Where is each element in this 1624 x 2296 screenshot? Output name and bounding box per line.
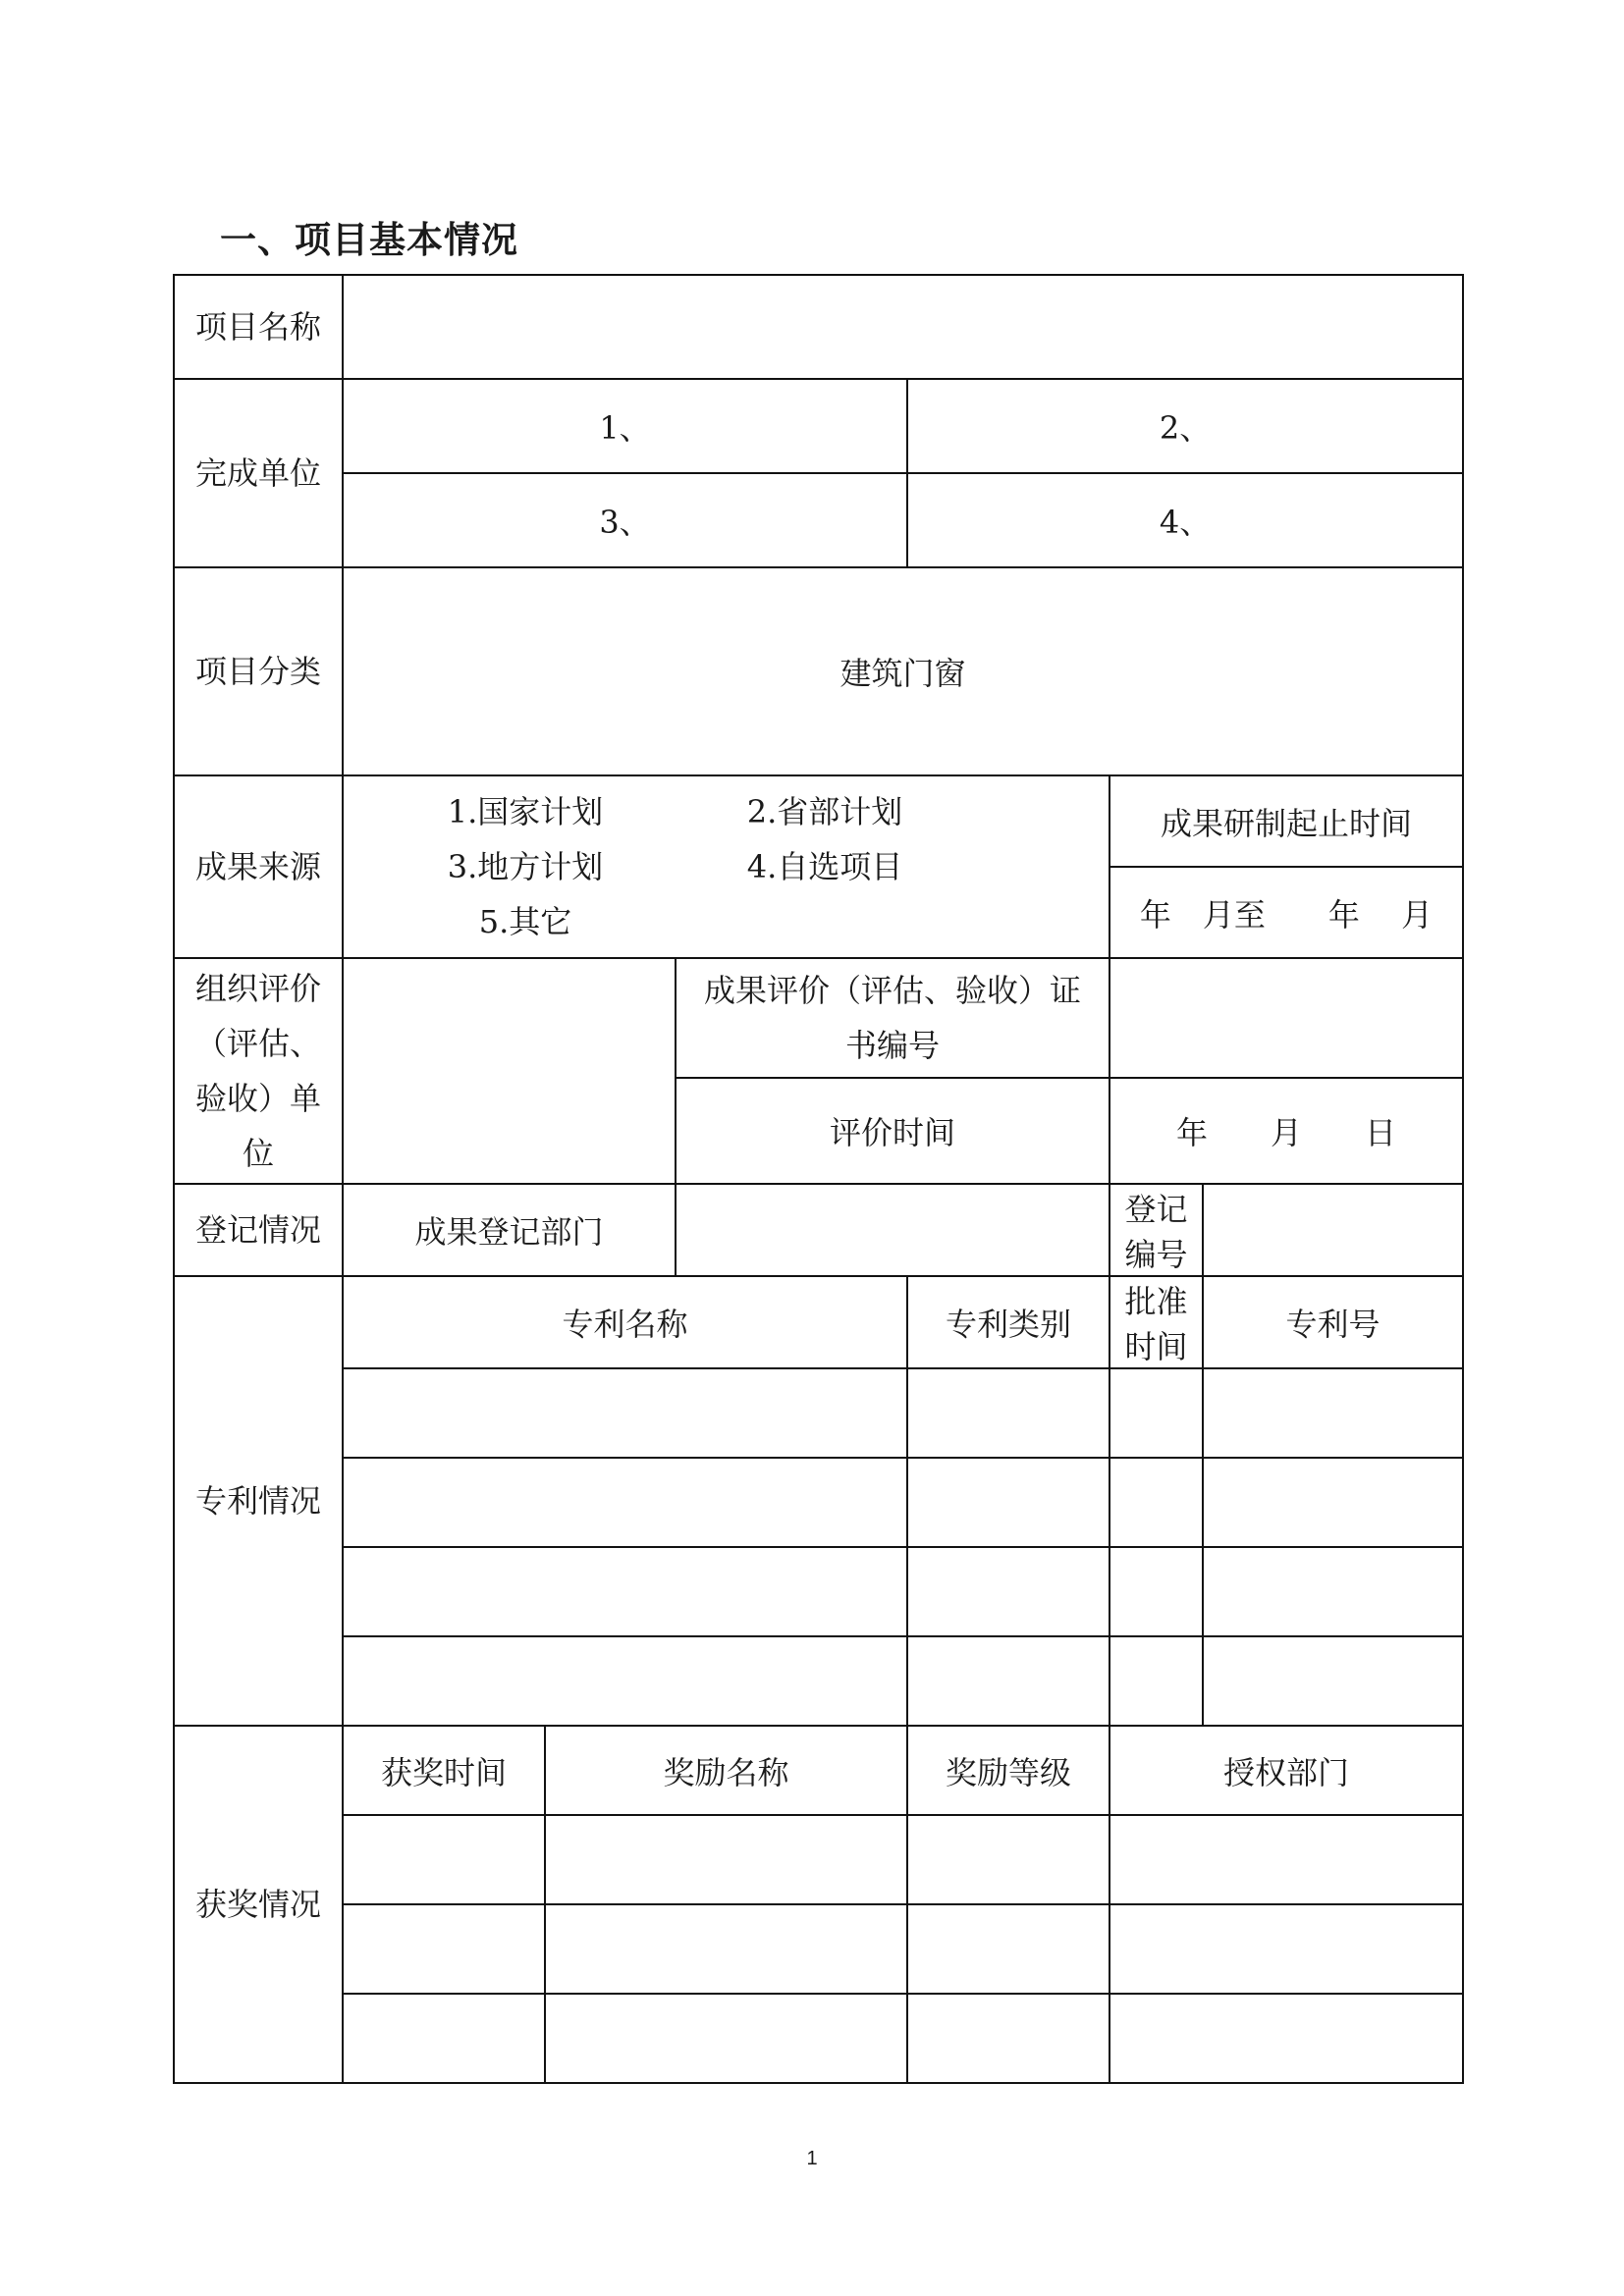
award-level-cell[interactable] xyxy=(907,1815,1110,1904)
award-level-cell[interactable] xyxy=(907,1904,1110,1994)
registration-number-label: 登记编号 xyxy=(1110,1184,1203,1276)
award-authority-cell[interactable] xyxy=(1110,1904,1463,1994)
source-option-provincial[interactable]: 2.省部计划 xyxy=(746,793,903,830)
patent-row xyxy=(174,1547,1463,1636)
patent-type-cell[interactable] xyxy=(907,1636,1110,1726)
award-row xyxy=(174,1815,1463,1904)
award-header-name: 奖励名称 xyxy=(545,1726,907,1815)
source-option-national[interactable]: 1.国家计划 xyxy=(447,793,604,830)
patent-time-cell[interactable] xyxy=(1110,1547,1203,1636)
patent-row xyxy=(174,1636,1463,1726)
evaluation-time-label: 评价时间 xyxy=(676,1078,1110,1184)
patent-number-cell[interactable] xyxy=(1203,1547,1463,1636)
award-authority-cell[interactable] xyxy=(1110,1994,1463,2083)
patent-name-cell[interactable] xyxy=(343,1458,907,1547)
source-option-local[interactable]: 3.地方计划 xyxy=(447,848,604,885)
patent-header-approval-time: 批准时间 xyxy=(1110,1276,1203,1368)
certificate-number-label: 成果评价（评估、验收）证书编号 xyxy=(676,958,1110,1078)
patent-type-cell[interactable] xyxy=(907,1368,1110,1458)
patent-type-cell[interactable] xyxy=(907,1458,1110,1547)
project-category-label: 项目分类 xyxy=(174,567,343,775)
patent-header-name: 专利名称 xyxy=(343,1276,907,1368)
award-time-cell[interactable] xyxy=(343,1815,545,1904)
patent-time-cell[interactable] xyxy=(1110,1636,1203,1726)
award-name-cell[interactable] xyxy=(545,1815,907,1904)
registration-dept-field[interactable] xyxy=(676,1184,1110,1276)
certificate-number-field[interactable] xyxy=(1110,958,1463,1078)
research-period-label: 成果研制起止时间 xyxy=(1110,775,1463,867)
patent-type-cell[interactable] xyxy=(907,1547,1110,1636)
evaluation-unit-field[interactable] xyxy=(343,958,676,1184)
completion-units-label: 完成单位 xyxy=(174,379,343,567)
registration-label: 登记情况 xyxy=(174,1184,343,1276)
award-header-time: 获奖时间 xyxy=(343,1726,545,1815)
completion-unit-2[interactable]: 2、 xyxy=(907,379,1463,473)
project-name-label: 项目名称 xyxy=(174,275,343,379)
registration-number-field[interactable] xyxy=(1203,1184,1463,1276)
project-name-field[interactable] xyxy=(343,275,1463,379)
completion-unit-4[interactable]: 4、 xyxy=(907,473,1463,567)
award-header-level: 奖励等级 xyxy=(907,1726,1110,1815)
patent-name-cell[interactable] xyxy=(343,1636,907,1726)
completion-unit-3[interactable]: 3、 xyxy=(343,473,907,567)
section-title: 一、项目基本情况 xyxy=(220,219,518,261)
page-number: 1 xyxy=(806,2148,818,2169)
patent-number-cell[interactable] xyxy=(1203,1368,1463,1458)
result-source-label: 成果来源 xyxy=(174,775,343,958)
patent-time-cell[interactable] xyxy=(1110,1368,1203,1458)
patent-name-cell[interactable] xyxy=(343,1368,907,1458)
award-time-cell[interactable] xyxy=(343,1904,545,1994)
patents-label: 专利情况 xyxy=(174,1276,343,1726)
award-header-authority: 授权部门 xyxy=(1110,1726,1463,1815)
patent-header-number: 专利号 xyxy=(1203,1276,1463,1368)
patent-row xyxy=(174,1368,1463,1458)
source-option-other[interactable]: 5.其它 xyxy=(478,903,572,940)
patent-header-type: 专利类别 xyxy=(907,1276,1110,1368)
patent-name-cell[interactable] xyxy=(343,1547,907,1636)
award-name-cell[interactable] xyxy=(545,1994,907,2083)
patent-row xyxy=(174,1458,1463,1547)
evaluation-unit-label: 组织评价（评估、验收）单位 xyxy=(174,958,343,1184)
evaluation-time-value[interactable]: 年 月 日 xyxy=(1110,1078,1463,1184)
completion-unit-1[interactable]: 1、 xyxy=(343,379,907,473)
award-name-cell[interactable] xyxy=(545,1904,907,1994)
research-period-value[interactable]: 年 月至 年 月 xyxy=(1110,867,1463,958)
award-time-cell[interactable] xyxy=(343,1994,545,2083)
awards-label: 获奖情况 xyxy=(174,1726,343,2083)
award-authority-cell[interactable] xyxy=(1110,1815,1463,1904)
award-row xyxy=(174,1904,1463,1994)
patent-number-cell[interactable] xyxy=(1203,1636,1463,1726)
result-source-options[interactable] xyxy=(343,775,1110,958)
registration-dept-label: 成果登记部门 xyxy=(343,1184,676,1276)
patent-time-cell[interactable] xyxy=(1110,1458,1203,1547)
award-level-cell[interactable] xyxy=(907,1994,1110,2083)
project-basic-info-table xyxy=(173,274,1464,2084)
patent-number-cell[interactable] xyxy=(1203,1458,1463,1547)
project-category-value[interactable]: 建筑门窗 xyxy=(343,567,1463,775)
source-option-self-selected[interactable]: 4.自选项目 xyxy=(746,848,903,885)
award-row xyxy=(174,1994,1463,2083)
